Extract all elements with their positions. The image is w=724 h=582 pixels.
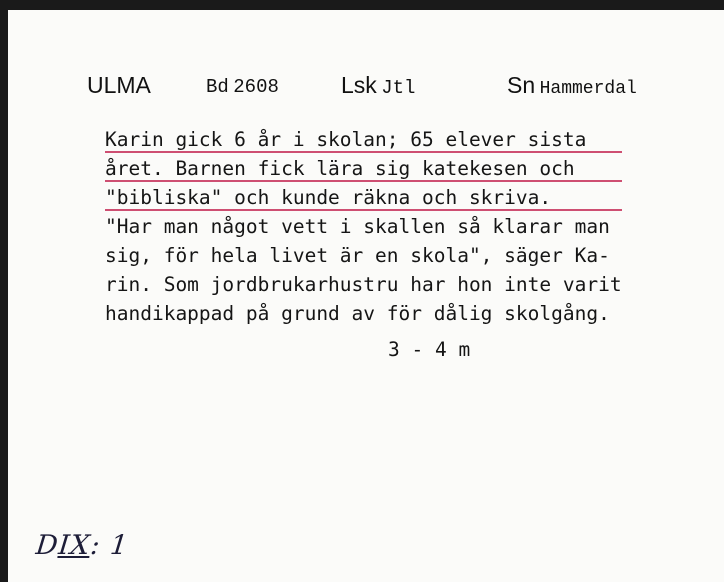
text-line: året. Barnen fick lära sig katekesen och xyxy=(105,154,622,183)
volume-label: Bd xyxy=(206,76,229,98)
province-label: Lsk xyxy=(341,72,377,98)
text-line: rin. Som jordbrukarhustru har hon inte varit xyxy=(105,273,622,296)
sn-field xyxy=(507,72,637,99)
handwritten-signature xyxy=(34,530,130,561)
province-field xyxy=(341,72,415,99)
text-line: sig, för hela livet är en skola", säger Ka- xyxy=(105,244,610,267)
parish-label: ULMA xyxy=(87,72,151,98)
page-range: 3 - 4 m xyxy=(388,338,471,361)
text-line: Karin gick 6 år i skolan; 65 elever sista xyxy=(105,125,622,154)
sn-label: Sn xyxy=(507,72,536,98)
signature-roman: IX xyxy=(57,530,93,561)
text-line: handikappad på grund av för dålig skolgång. xyxy=(105,302,610,325)
signature-suffix: : 1 xyxy=(88,530,131,561)
volume-value: 2608 xyxy=(233,76,279,98)
signature-prefix: D xyxy=(34,530,61,561)
sn-value: Hammerdal xyxy=(539,79,637,99)
card-body-text xyxy=(105,125,622,328)
text-line: "Har man något vett i skallen så klarar man xyxy=(105,215,610,238)
province-value: Jtl xyxy=(381,77,416,99)
text-line: "bibliska" och kunde räkna och skriva. xyxy=(105,183,622,212)
volume-field xyxy=(206,76,279,98)
archive-card xyxy=(8,10,724,582)
